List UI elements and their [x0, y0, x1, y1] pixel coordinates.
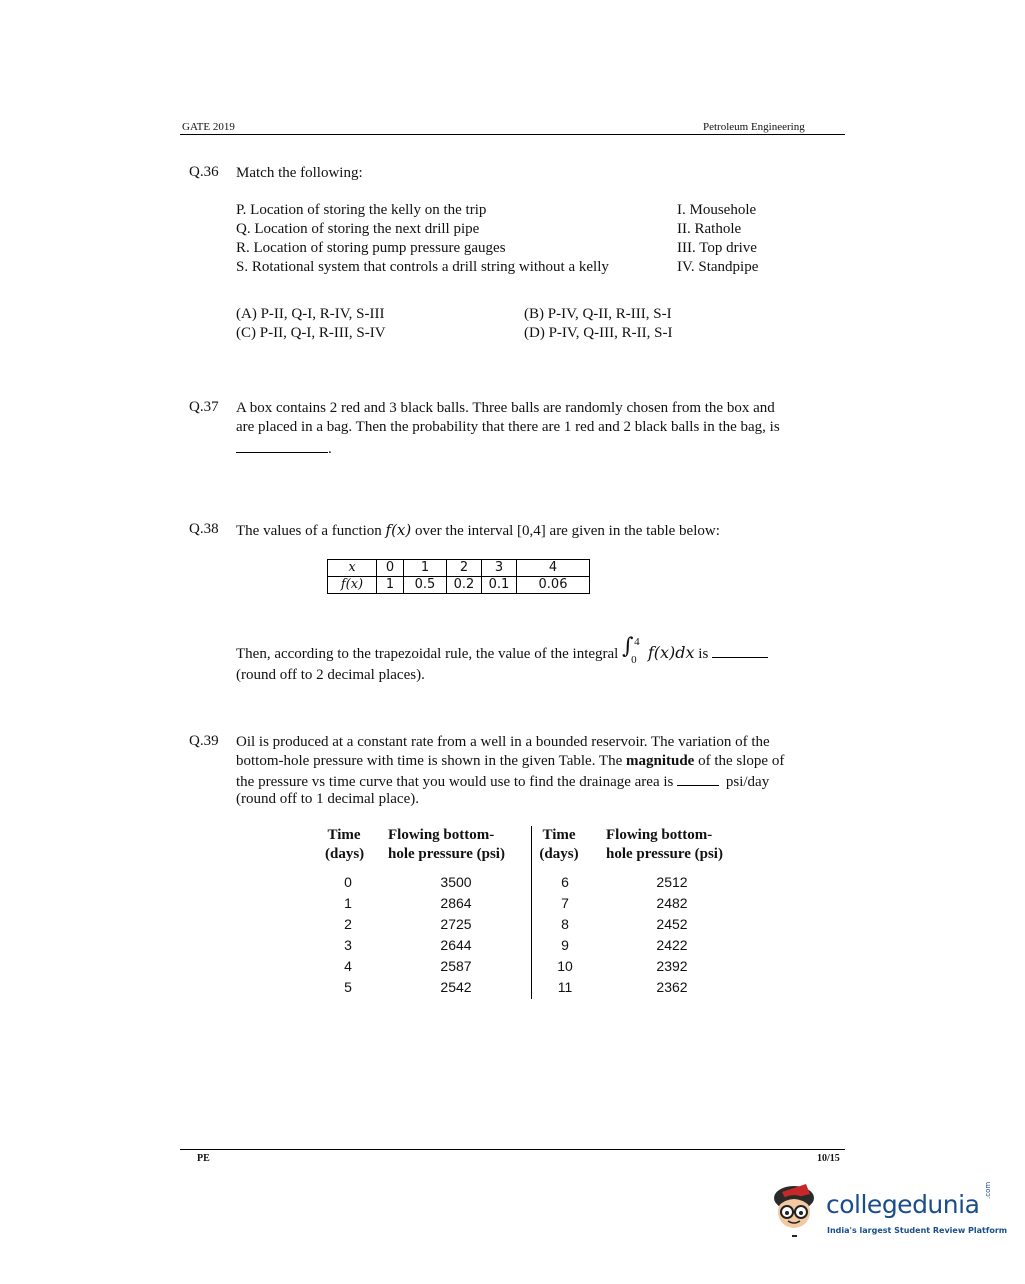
th-pressure-1: Flowing bottom-: [388, 827, 495, 843]
brand-name: collegedunia: [826, 1190, 980, 1219]
th-pressure-left: [388, 826, 505, 864]
q36-right-item: II. Rathole: [677, 221, 742, 237]
fx-cell: 0.5: [404, 577, 447, 594]
table-divider: [531, 826, 532, 999]
table-cell: 3: [344, 937, 352, 953]
q39-line1: Oil is produced at a constant rate from a well in a bounded reservoir. The variation of the: [236, 734, 770, 750]
table-cell: 2587: [440, 958, 472, 974]
q39-number: Q.39: [189, 733, 219, 749]
integral-sign: [622, 634, 644, 666]
col-pressure-left: [430, 872, 482, 998]
q38-prompt-pre: The values of a function: [236, 523, 382, 539]
integral-lower: 0: [631, 654, 637, 666]
q39-unit: psi/day: [725, 774, 770, 790]
table-cell: 2512: [656, 874, 688, 890]
q39-line2-post: of the slope of: [698, 753, 785, 769]
table-cell: 2392: [656, 958, 688, 974]
q36-left-item: S. Rotational system that controls a drill string without a kelly: [236, 259, 609, 275]
fx-cell: 0.2: [447, 577, 482, 594]
q37-end: .: [328, 441, 332, 457]
table-cell: 2725: [440, 916, 472, 932]
integral-upper: 4: [634, 636, 640, 648]
q38-table-wrap: [327, 559, 590, 594]
fx-cell: 0.1: [482, 577, 517, 594]
th-pressure-2: hole pressure (psi): [388, 846, 505, 862]
q39-line3-pre: the pressure vs time curve that you would use to find the drainage area is: [236, 774, 674, 790]
x-label: x: [328, 560, 377, 577]
q36-right-item: III. Top drive: [677, 240, 757, 256]
table-row: [328, 577, 590, 594]
table-cell: 2422: [656, 937, 688, 953]
fx-cell: 0.06: [517, 577, 590, 594]
th-time-2: (days): [325, 846, 365, 862]
table-cell: 10: [557, 958, 573, 974]
q39-line2-pre: bottom-hole pressure with time is shown in the given Table. The: [236, 753, 623, 769]
q36-left-list: [236, 201, 609, 277]
footer-right: 10/15: [817, 1153, 840, 1164]
q36-left-item: P. Location of storing the kelly on the trip: [236, 202, 487, 218]
q38-prompt-post: over the interval [0,4] are given in the table below:: [415, 523, 720, 539]
col-time-left: [334, 872, 362, 998]
q36-option-a: (A) P-II, Q-I, R-IV, S-III: [236, 306, 385, 322]
header-left: GATE 2019: [182, 121, 235, 133]
th-pressure-right: [606, 826, 723, 864]
table-cell: 9: [561, 937, 569, 953]
q39-line2: [236, 752, 784, 771]
brand-tagline: India's largest Student Review Platform: [827, 1226, 1008, 1235]
table-cell: 4: [344, 958, 352, 974]
q38-blank: [712, 643, 768, 658]
q39-blank: [677, 771, 719, 786]
x-cell: 3: [482, 560, 517, 577]
q38-function-table: [327, 559, 590, 594]
x-cell: 2: [447, 560, 482, 577]
th-pressure-1: Flowing bottom-: [606, 827, 713, 843]
q38-then-pre: Then, according to the trapezoidal rule, the value of the integral: [236, 646, 619, 662]
header-rule: [180, 134, 845, 135]
q36-option-d: (D) P-IV, Q-III, R-II, S-I: [524, 325, 673, 341]
q37-line2: are placed in a bag. Then the probability that there are 1 red and 2 black balls in the bag, is: [236, 419, 780, 435]
q38-prompt: [236, 521, 720, 541]
footer-left: PE: [197, 1153, 210, 1164]
q36-left-item: R. Location of storing pump pressure gauges: [236, 240, 506, 256]
q38-then-line: [236, 634, 768, 666]
footer-rule: [180, 1149, 845, 1150]
col-pressure-right: [646, 872, 698, 998]
th-pressure-2: hole pressure (psi): [606, 846, 723, 862]
q39-line3: [236, 771, 769, 792]
q38-fx: f(x): [385, 521, 412, 539]
brand-dotcom: .com: [984, 1181, 992, 1199]
table-cell: 5: [344, 979, 352, 995]
header-right: Petroleum Engineering: [703, 121, 805, 133]
th-time-right: [539, 826, 579, 864]
table-cell: 0: [344, 874, 352, 890]
q36-right-item: I. Mousehole: [677, 202, 757, 218]
table-cell: 6: [561, 874, 569, 890]
q37-answer-line: [236, 437, 332, 459]
table-cell: 2644: [440, 937, 472, 953]
x-cell: 0: [377, 560, 404, 577]
th-time-1: Time: [327, 827, 361, 843]
table-cell: 11: [557, 979, 573, 995]
table-cell: 2482: [656, 895, 688, 911]
fx-cell: 1: [377, 577, 404, 594]
q38-is: is: [698, 646, 709, 662]
q36-left-item: Q. Location of storing the next drill pipe: [236, 221, 480, 237]
table-cell: 2452: [656, 916, 688, 932]
x-cell: 1: [404, 560, 447, 577]
q38-number: Q.38: [189, 521, 219, 537]
integral-symbol: ∫: [622, 634, 634, 659]
th-time-2: (days): [539, 846, 579, 862]
q39-line2-bold: magnitude: [626, 753, 695, 769]
table-cell: 2542: [440, 979, 472, 995]
q37-blank: [236, 437, 328, 453]
collegedunia-mascot-icon: [766, 1178, 822, 1242]
q38-round: (round off to 2 decimal places).: [236, 667, 425, 683]
table-cell: 2864: [440, 895, 472, 911]
integrand: f(x)dx: [647, 643, 695, 662]
table-row: [328, 560, 590, 577]
table-cell: 1: [344, 895, 352, 911]
table-cell: 7: [561, 895, 569, 911]
col-time-right: [550, 872, 580, 998]
q37-number: Q.37: [189, 399, 219, 415]
q36-right-list: [677, 201, 758, 277]
q37-line1: A box contains 2 red and 3 black balls. Three balls are randomly chosen from the box and: [236, 400, 775, 416]
th-time-1: Time: [542, 827, 576, 843]
q36-option-b: (B) P-IV, Q-II, R-III, S-I: [524, 306, 672, 322]
th-time-left: [325, 826, 363, 864]
fx-label: f(x): [328, 577, 377, 594]
q39-line4: (round off to 1 decimal place).: [236, 791, 419, 807]
table-cell: 2: [344, 916, 352, 932]
table-cell: 8: [561, 916, 569, 932]
q36-option-c: (C) P-II, Q-I, R-III, S-IV: [236, 325, 386, 341]
table-cell: 2362: [656, 979, 688, 995]
x-cell: 4: [517, 560, 590, 577]
table-cell: 3500: [440, 874, 472, 890]
q36-prompt: Match the following:: [236, 165, 363, 181]
q36-right-item: IV. Standpipe: [677, 259, 759, 275]
q36-number: Q.36: [189, 164, 219, 180]
